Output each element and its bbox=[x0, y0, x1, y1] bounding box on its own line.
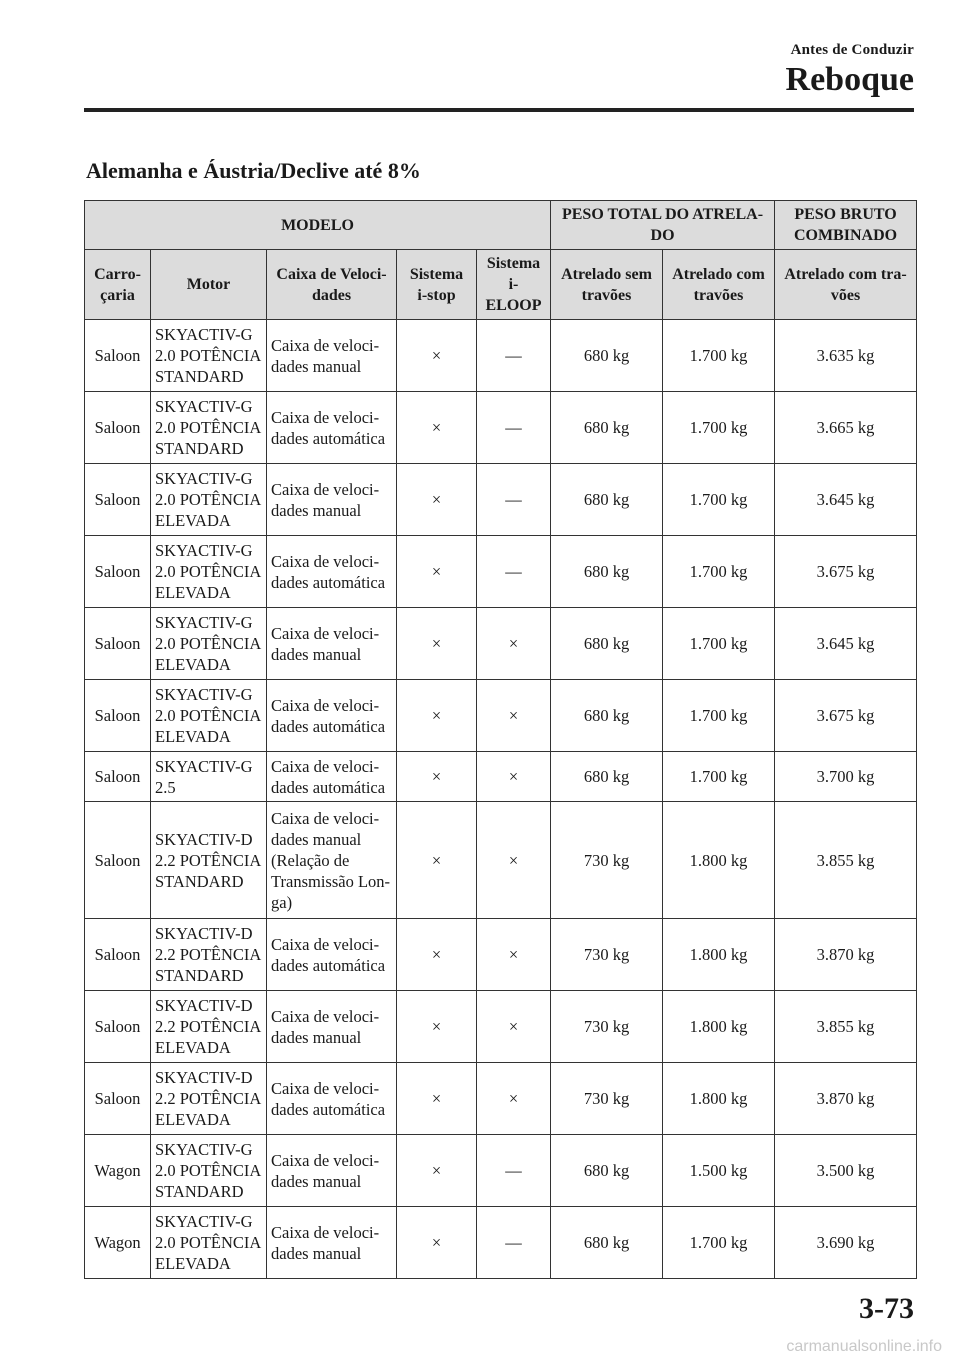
istop-cell: × bbox=[397, 392, 477, 464]
watermark: carmanualsonline.info bbox=[786, 1338, 942, 1355]
gross-weight-cell: 3.870 kg bbox=[775, 1063, 917, 1135]
section-title: Reboque bbox=[785, 61, 914, 98]
gross-weight-cell: 3.645 kg bbox=[775, 608, 917, 680]
body-type-cell: Saloon bbox=[85, 320, 151, 392]
towing-capacity-table bbox=[84, 200, 917, 1279]
transmission-cell: Caixa de veloci- dades manual bbox=[267, 1207, 397, 1279]
unbraked-cell: 680 kg bbox=[551, 680, 663, 752]
gross-weight-cell: 3.675 kg bbox=[775, 536, 917, 608]
column-header: Sistema i-stop bbox=[397, 250, 477, 320]
braked-cell: 1.800 kg bbox=[663, 1063, 775, 1135]
body-type-cell: Saloon bbox=[85, 1063, 151, 1135]
body-type-cell: Saloon bbox=[85, 752, 151, 802]
braked-cell: 1.700 kg bbox=[663, 464, 775, 536]
table-row bbox=[85, 752, 917, 802]
istop-cell: × bbox=[397, 802, 477, 919]
istop-cell: × bbox=[397, 991, 477, 1063]
gross-weight-cell: 3.855 kg bbox=[775, 991, 917, 1063]
table-row bbox=[85, 991, 917, 1063]
body-type-cell: Saloon bbox=[85, 392, 151, 464]
istop-cell: × bbox=[397, 680, 477, 752]
ieloop-cell: — bbox=[477, 320, 551, 392]
body-type-cell: Saloon bbox=[85, 608, 151, 680]
column-header: Caixa de Veloci- dades bbox=[267, 250, 397, 320]
istop-cell: × bbox=[397, 919, 477, 991]
unbraked-cell: 730 kg bbox=[551, 991, 663, 1063]
braked-cell: 1.700 kg bbox=[663, 752, 775, 802]
gross-weight-cell: 3.500 kg bbox=[775, 1135, 917, 1207]
braked-cell: 1.700 kg bbox=[663, 608, 775, 680]
engine-cell: SKYACTIV-D 2.2 POTÊNCIA STANDARD bbox=[151, 802, 267, 919]
body-type-cell: Saloon bbox=[85, 464, 151, 536]
unbraked-cell: 730 kg bbox=[551, 1063, 663, 1135]
unbraked-cell: 680 kg bbox=[551, 608, 663, 680]
transmission-cell: Caixa de veloci- dades manual bbox=[267, 991, 397, 1063]
column-header: Motor bbox=[151, 250, 267, 320]
body-type-cell: Wagon bbox=[85, 1207, 151, 1279]
transmission-cell: Caixa de veloci- dades manual bbox=[267, 464, 397, 536]
transmission-cell: Caixa de veloci- dades manual bbox=[267, 608, 397, 680]
engine-cell: SKYACTIV-G 2.0 POTÊNCIA STANDARD bbox=[151, 392, 267, 464]
braked-cell: 1.700 kg bbox=[663, 680, 775, 752]
engine-cell: SKYACTIV-D 2.2 POTÊNCIA ELEVADA bbox=[151, 991, 267, 1063]
table-row bbox=[85, 680, 917, 752]
unbraked-cell: 730 kg bbox=[551, 802, 663, 919]
unbraked-cell: 680 kg bbox=[551, 752, 663, 802]
column-header-row bbox=[85, 250, 917, 320]
engine-cell: SKYACTIV-G 2.0 POTÊNCIA STANDARD bbox=[151, 1135, 267, 1207]
body-type-cell: Saloon bbox=[85, 919, 151, 991]
transmission-cell: Caixa de veloci- dades automática bbox=[267, 680, 397, 752]
engine-cell: SKYACTIV-G 2.0 POTÊNCIA ELEVADA bbox=[151, 680, 267, 752]
istop-cell: × bbox=[397, 464, 477, 536]
transmission-cell: Caixa de veloci- dades automática bbox=[267, 752, 397, 802]
ieloop-cell: × bbox=[477, 1063, 551, 1135]
braked-cell: 1.700 kg bbox=[663, 1207, 775, 1279]
table-body bbox=[85, 320, 917, 1279]
page-number: 3-73 bbox=[859, 1292, 914, 1325]
ieloop-cell: × bbox=[477, 608, 551, 680]
engine-cell: SKYACTIV-D 2.2 POTÊNCIA ELEVADA bbox=[151, 1063, 267, 1135]
istop-cell: × bbox=[397, 1207, 477, 1279]
engine-cell: SKYACTIV-G 2.0 POTÊNCIA ELEVADA bbox=[151, 464, 267, 536]
istop-cell: × bbox=[397, 1135, 477, 1207]
ieloop-cell: × bbox=[477, 991, 551, 1063]
unbraked-cell: 680 kg bbox=[551, 392, 663, 464]
header-divider bbox=[84, 108, 914, 112]
gross-weight-cell: 3.690 kg bbox=[775, 1207, 917, 1279]
transmission-cell: Caixa de veloci- dades manual bbox=[267, 1135, 397, 1207]
unbraked-cell: 680 kg bbox=[551, 1135, 663, 1207]
transmission-cell: Caixa de veloci- dades manual (Relação de Transmissão Lon- ga) bbox=[267, 802, 397, 919]
model-group-header: MODELO bbox=[85, 201, 551, 250]
gross-weight-cell: 3.870 kg bbox=[775, 919, 917, 991]
table-title: Alemanha e Áustria/Declive até 8% bbox=[86, 158, 421, 183]
ieloop-cell: — bbox=[477, 536, 551, 608]
gross-combined-group-header: PESO BRUTO COMBINADO bbox=[775, 201, 917, 250]
body-type-cell: Saloon bbox=[85, 991, 151, 1063]
body-type-cell: Saloon bbox=[85, 680, 151, 752]
ieloop-cell: — bbox=[477, 1207, 551, 1279]
ieloop-cell: × bbox=[477, 802, 551, 919]
unbraked-cell: 680 kg bbox=[551, 464, 663, 536]
ieloop-cell: — bbox=[477, 1135, 551, 1207]
gross-weight-cell: 3.635 kg bbox=[775, 320, 917, 392]
gross-weight-cell: 3.700 kg bbox=[775, 752, 917, 802]
column-header: Atrelado com travões bbox=[663, 250, 775, 320]
table-row bbox=[85, 608, 917, 680]
ieloop-cell: — bbox=[477, 464, 551, 536]
table-row bbox=[85, 464, 917, 536]
unbraked-cell: 730 kg bbox=[551, 919, 663, 991]
engine-cell: SKYACTIV-G 2.0 POTÊNCIA ELEVADA bbox=[151, 608, 267, 680]
braked-cell: 1.700 kg bbox=[663, 320, 775, 392]
column-header: Atrelado com tra- vões bbox=[775, 250, 917, 320]
page-header bbox=[786, 42, 914, 99]
table-row bbox=[85, 919, 917, 991]
column-header: Carro- çaria bbox=[85, 250, 151, 320]
istop-cell: × bbox=[397, 608, 477, 680]
trailer-weight-group-header: PESO TOTAL DO ATRELA- DO bbox=[551, 201, 775, 250]
transmission-cell: Caixa de veloci- dades automática bbox=[267, 392, 397, 464]
istop-cell: × bbox=[397, 320, 477, 392]
transmission-cell: Caixa de veloci- dades automática bbox=[267, 536, 397, 608]
engine-cell: SKYACTIV-G 2.0 POTÊNCIA ELEVADA bbox=[151, 1207, 267, 1279]
table-row bbox=[85, 1063, 917, 1135]
ieloop-cell: — bbox=[477, 392, 551, 464]
table-row bbox=[85, 392, 917, 464]
column-header: Sistema i-ELOOP bbox=[477, 250, 551, 320]
body-type-cell: Saloon bbox=[85, 802, 151, 919]
braked-cell: 1.800 kg bbox=[663, 991, 775, 1063]
engine-cell: SKYACTIV-D 2.2 POTÊNCIA STANDARD bbox=[151, 919, 267, 991]
group-header-row bbox=[85, 201, 917, 250]
braked-cell: 1.500 kg bbox=[663, 1135, 775, 1207]
gross-weight-cell: 3.645 kg bbox=[775, 464, 917, 536]
istop-cell: × bbox=[397, 752, 477, 802]
ieloop-cell: × bbox=[477, 680, 551, 752]
table-row bbox=[85, 536, 917, 608]
unbraked-cell: 680 kg bbox=[551, 1207, 663, 1279]
transmission-cell: Caixa de veloci- dades manual bbox=[267, 320, 397, 392]
braked-cell: 1.800 kg bbox=[663, 802, 775, 919]
braked-cell: 1.700 kg bbox=[663, 536, 775, 608]
transmission-cell: Caixa de veloci- dades automática bbox=[267, 1063, 397, 1135]
table-row bbox=[85, 1207, 917, 1279]
ieloop-cell: × bbox=[477, 919, 551, 991]
braked-cell: 1.700 kg bbox=[663, 392, 775, 464]
table-row bbox=[85, 802, 917, 919]
table-row bbox=[85, 320, 917, 392]
engine-cell: SKYACTIV-G 2.0 POTÊNCIA STANDARD bbox=[151, 320, 267, 392]
engine-cell: SKYACTIV-G 2.0 POTÊNCIA ELEVADA bbox=[151, 536, 267, 608]
gross-weight-cell: 3.855 kg bbox=[775, 802, 917, 919]
transmission-cell: Caixa de veloci- dades automática bbox=[267, 919, 397, 991]
engine-cell: SKYACTIV-G 2.5 bbox=[151, 752, 267, 802]
unbraked-cell: 680 kg bbox=[551, 536, 663, 608]
unbraked-cell: 680 kg bbox=[551, 320, 663, 392]
column-header: Atrelado sem travões bbox=[551, 250, 663, 320]
istop-cell: × bbox=[397, 536, 477, 608]
table-row bbox=[85, 1135, 917, 1207]
ieloop-cell: × bbox=[477, 752, 551, 802]
gross-weight-cell: 3.665 kg bbox=[775, 392, 917, 464]
braked-cell: 1.800 kg bbox=[663, 919, 775, 991]
istop-cell: × bbox=[397, 1063, 477, 1135]
body-type-cell: Saloon bbox=[85, 536, 151, 608]
gross-weight-cell: 3.675 kg bbox=[775, 680, 917, 752]
chapter-title: Antes de Conduzir bbox=[790, 42, 914, 58]
body-type-cell: Wagon bbox=[85, 1135, 151, 1207]
